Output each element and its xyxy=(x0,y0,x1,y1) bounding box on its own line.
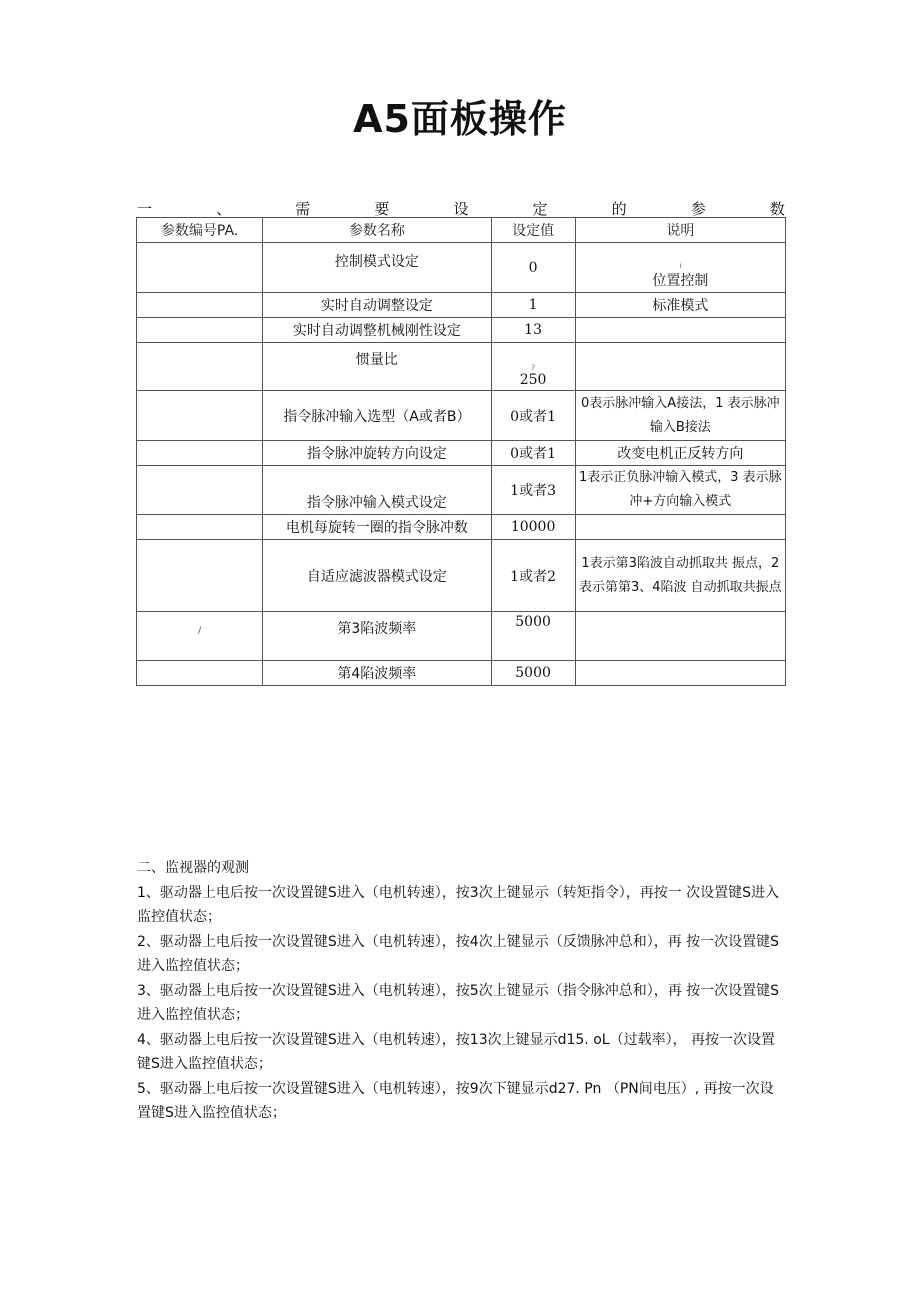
header-param-name: 参数名称 xyxy=(263,218,491,243)
param-desc-cell xyxy=(575,343,785,391)
param-desc-cell: 改变电机正反转方向 xyxy=(575,441,785,466)
param-name-cell xyxy=(263,243,491,293)
param-no-cell xyxy=(137,343,263,391)
param-name-cell: 指令脉冲输入选型（A或者B） xyxy=(263,391,491,441)
param-no-cell xyxy=(137,466,263,515)
param-name-cell: 实时自动调整机械刚性设定 xyxy=(263,318,491,343)
table-header-row xyxy=(137,218,786,243)
param-name-cell: 指令脉冲旋转方向设定 xyxy=(263,441,491,466)
heading-char: 设 xyxy=(453,200,469,218)
param-name-cell: 实时自动调整设定 xyxy=(263,293,491,318)
param-name: 惯量比 xyxy=(355,352,398,368)
header-param-no: 参数编号PA. xyxy=(137,218,263,243)
table-row xyxy=(137,318,786,343)
table-row xyxy=(137,515,786,540)
table-row xyxy=(137,243,786,293)
heading-char: 需 xyxy=(295,200,311,218)
param-desc-cell: 1表示第3陷波自动抓取共 振点，2表示第第3、4陷波 自动抓取共振点 xyxy=(575,540,785,612)
param-value-cell xyxy=(491,343,575,391)
param-desc-cell xyxy=(575,318,785,343)
param-name-cell xyxy=(263,612,491,661)
param-value-cell xyxy=(491,612,575,661)
heading-char: 要 xyxy=(374,200,390,218)
param-value-cell: 10000 xyxy=(491,515,575,540)
table-row xyxy=(137,661,786,686)
table-row xyxy=(137,612,786,661)
param-value: 250 xyxy=(519,372,547,388)
heading-char: 数 xyxy=(769,200,785,218)
param-desc-cell xyxy=(575,661,785,686)
heading-char: 的 xyxy=(611,200,627,218)
param-desc-cell xyxy=(575,612,785,661)
scan-mark: i xyxy=(679,262,682,270)
param-no-cell xyxy=(137,540,263,612)
header-setting-value: 设定值 xyxy=(491,218,575,243)
param-no-cell xyxy=(137,391,263,441)
param-desc-cell: 0表示脉冲输入A接法，1 表示脉冲输入B接法 xyxy=(575,391,785,441)
heading-char: 参 xyxy=(690,200,706,218)
param-value-cell: 0或者1 xyxy=(491,391,575,441)
param-name: 第3陷波频率 xyxy=(337,621,417,637)
scan-mark: / xyxy=(198,626,202,636)
parameter-table xyxy=(136,217,786,686)
param-name: 控制模式设定 xyxy=(334,254,419,270)
param-value-cell: 5000 xyxy=(491,661,575,686)
param-name-cell xyxy=(263,466,491,515)
param-value: 5000 xyxy=(515,614,551,630)
param-value-cell: 1 xyxy=(491,293,575,318)
monitor-section xyxy=(137,856,787,1126)
heading-char: 、 xyxy=(216,200,232,218)
page-title: A5面板操作 xyxy=(353,97,567,141)
list-item: 5、驱动器上电后按一次设置键S进入（电机转速），按9次下键显示d27. Pn （PN间电压）, 再按一次设置键S进入监控值状态； xyxy=(137,1080,774,1121)
param-desc-cell xyxy=(575,243,785,293)
table-row xyxy=(137,466,786,515)
param-no-cell xyxy=(137,612,263,661)
param-value-cell: 1或者2 xyxy=(491,540,575,612)
list-item: 4、驱动器上电后按一次设置键S进入（电机转速），按13次上键显示d15. oL（过载率）， 再按一次设置键S进入监控值状态； xyxy=(137,1031,776,1072)
param-desc-cell: 标准模式 xyxy=(575,293,785,318)
param-name-cell: 电机每旋转一圈的指令脉冲数 xyxy=(263,515,491,540)
param-name-cell: 第4陷波频率 xyxy=(263,661,491,686)
param-desc: 位置控制 xyxy=(652,273,709,289)
header-description: 说明 xyxy=(575,218,785,243)
param-no-cell xyxy=(137,441,263,466)
param-desc-cell: 1表示正负脉冲输入模式，3 表示脉冲+方向输入模式 xyxy=(575,466,785,515)
param-desc-cell xyxy=(575,515,785,540)
param-value-cell: 0或者1 xyxy=(491,441,575,466)
param-name-cell xyxy=(263,343,491,391)
param-value: 1或者3 xyxy=(510,483,556,499)
param-no-cell xyxy=(137,293,263,318)
list-item: 2、驱动器上电后按一次设置键S进入（电机转速），按4次上键显示（反馈脉冲总和），再 按一次设置键S进入监控值状态； xyxy=(137,933,780,974)
heading-char: 定 xyxy=(532,200,548,218)
table-row xyxy=(137,391,786,441)
param-name: 指令脉冲输入模式设定 xyxy=(306,495,447,511)
param-value-cell: 13 xyxy=(491,318,575,343)
list-item: 3、驱动器上电后按一次设置键S进入（电机转速），按5次上键显示（指令脉冲总和），再 按一次设置键S进入监控值状态； xyxy=(137,982,780,1023)
param-value-cell xyxy=(491,466,575,515)
param-no-cell xyxy=(137,515,263,540)
list-item: 1、驱动器上电后按一次设置键S进入（电机转速），按3次上键显示（转矩指令），再按一 次设置键S进入监控值状态； xyxy=(137,884,780,925)
section-heading-monitor: 二、监视器的观测 xyxy=(137,860,249,876)
table-row xyxy=(137,540,786,612)
table-row xyxy=(137,441,786,466)
scan-mark: ? xyxy=(531,364,535,372)
section-heading-params xyxy=(137,198,785,219)
heading-char: 一 xyxy=(137,200,153,218)
table-row xyxy=(137,293,786,318)
param-no-cell xyxy=(137,243,263,293)
table-row xyxy=(137,343,786,391)
param-name-cell: 自适应滤波器模式设定 xyxy=(263,540,491,612)
param-no-cell xyxy=(137,318,263,343)
param-value-cell xyxy=(491,243,575,293)
param-value: 0 xyxy=(528,259,538,276)
param-no-cell xyxy=(137,661,263,686)
